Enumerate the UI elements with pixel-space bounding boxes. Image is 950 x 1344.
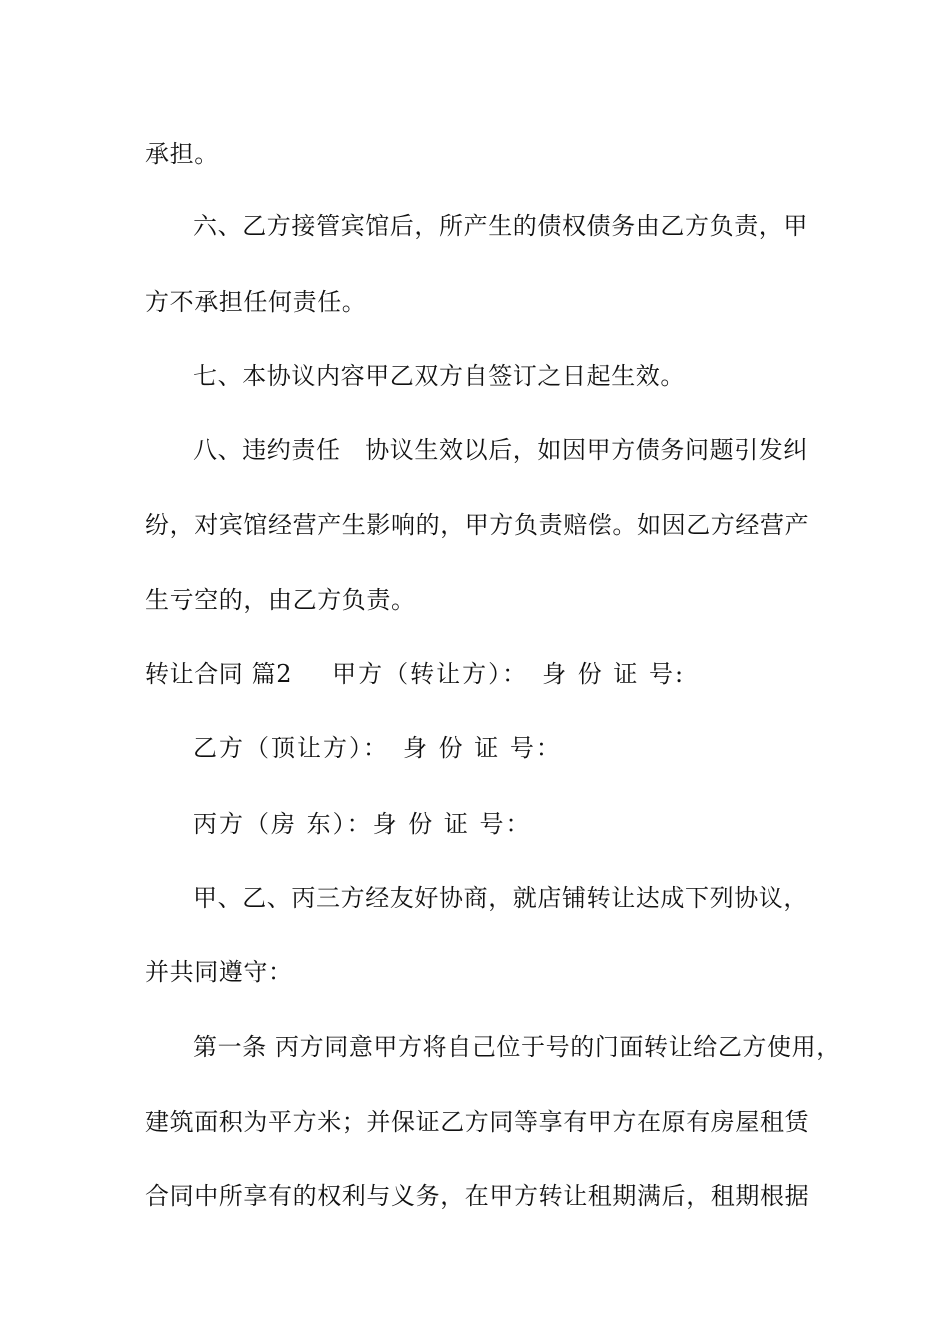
paragraph-line: 方不承担任何责任。 [145,288,367,316]
party-c-field: 丙方（房 东）：身 份 证 号： [193,810,532,838]
paragraph-line: 七、本协议内容甲乙双方自签订之日起生效。 [193,362,685,390]
paragraph-line: 八、违约责任 协议生效以后，如因甲方债务问题引发纠 [193,436,808,464]
paragraph-line: 第一条 丙方同意甲方将自己位于号的门面转让给乙方使用， [193,1033,841,1061]
party-a-field: 甲方（转让方）： 身 份 证 号: [332,660,686,688]
paragraph-line: 建筑面积为平方米；并保证乙方同等享有甲方在原有房屋租赁 [145,1108,810,1136]
paragraph-line: 承担。 [145,140,219,168]
paragraph-line: 甲、乙、丙三方经友好协商，就店铺转让达成下列协议， [193,884,808,912]
paragraph-line: 纷，对宾馆经营产生影响的，甲方负责赔偿。如因乙方经营产 [145,511,810,539]
section-heading-line [145,654,825,694]
paragraph-line: 并共同遵守： [145,958,293,986]
party-b-field: 乙方（顶让方）： 身 份 证 号： [193,734,562,762]
paragraph-line: 生亏空的，由乙方负责。 [145,586,416,614]
section-heading: 转让合同 篇2 [145,660,293,688]
paragraph-line: 合同中所享有的权利与义务，在甲方转让租期满后，租期根据 [145,1182,810,1210]
paragraph-line: 六、乙方接管宾馆后，所产生的债权债务由乙方负责，甲 [193,212,808,240]
